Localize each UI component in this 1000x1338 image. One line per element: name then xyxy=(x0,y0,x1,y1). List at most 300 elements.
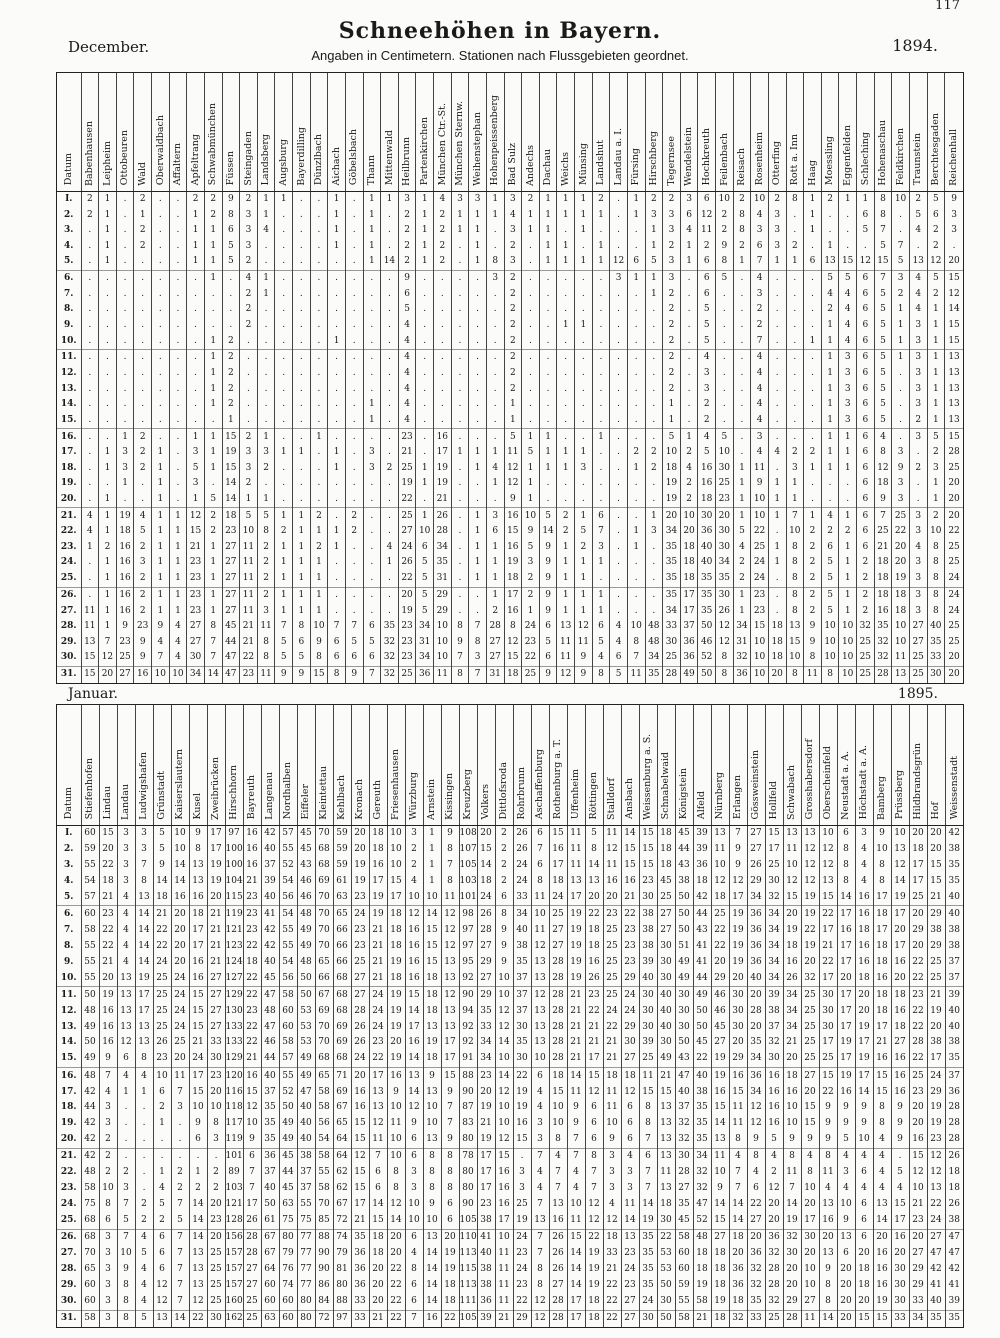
snow-depth-cell: . xyxy=(117,1100,135,1116)
snow-depth-cell: 12 xyxy=(927,1148,945,1165)
snow-depth-cell: 15 xyxy=(423,954,441,970)
snow-depth-cell: 7 xyxy=(469,666,487,683)
snow-depth-cell: 9 xyxy=(855,1116,873,1132)
snow-depth-cell: 2 xyxy=(804,524,822,540)
snow-depth-cell: 15 xyxy=(387,873,405,889)
snow-depth-cell: 35 xyxy=(747,1293,765,1310)
snow-depth-cell: 16 xyxy=(873,1051,891,1068)
snow-depth-cell: . xyxy=(416,270,434,286)
snow-depth-cell: 22 xyxy=(99,923,117,939)
snow-depth-cell: 1 xyxy=(416,461,434,477)
snow-depth-cell: 2 xyxy=(117,1165,135,1181)
snow-depth-cell: 1 xyxy=(204,603,222,619)
snow-depth-cell: 67 xyxy=(315,987,333,1004)
snow-depth-cell: 1 xyxy=(768,476,786,492)
snow-depth-cell: . xyxy=(557,333,575,349)
snow-depth-cell: 35 xyxy=(698,587,716,603)
snow-depth-cell: 55 xyxy=(675,1293,693,1310)
snow-depth-cell: 9 xyxy=(423,1068,441,1085)
snow-depth-cell: 3 xyxy=(592,540,610,556)
snow-depth-cell: . xyxy=(381,270,399,286)
snow-depth-cell: 13 xyxy=(567,873,585,889)
snow-depth-cell: . xyxy=(275,318,293,334)
snow-depth-cell: 24 xyxy=(189,1051,207,1068)
snow-depth-cell: 10 xyxy=(786,650,804,666)
date-cell: 21. xyxy=(57,1148,81,1165)
snow-depth-cell: 19 xyxy=(504,555,522,571)
snow-depth-cell: 9 xyxy=(504,492,522,508)
snow-depth-cell: 13 xyxy=(369,1100,387,1116)
snow-depth-cell: 8 xyxy=(716,666,734,683)
snow-depth-cell: . xyxy=(293,207,311,223)
snow-depth-cell: . xyxy=(275,287,293,303)
snow-depth-cell: 54 xyxy=(315,1132,333,1149)
snow-depth-cell: 3 xyxy=(99,1116,117,1132)
snow-depth-cell: 13 xyxy=(117,970,135,987)
snow-depth-cell: 1 xyxy=(539,461,557,477)
snow-depth-cell: 9 xyxy=(751,476,769,492)
snow-depth-cell: 25 xyxy=(716,476,734,492)
snow-depth-cell: 3 xyxy=(240,461,258,477)
snow-depth-cell: 5 xyxy=(585,825,603,842)
snow-depth-cell: 22 xyxy=(585,1003,603,1019)
snow-depth-cell: 35 xyxy=(639,1262,657,1278)
snow-depth-cell: 15 xyxy=(222,461,240,477)
snow-depth-cell: 15 xyxy=(351,1165,369,1181)
snow-depth-cell: . xyxy=(768,587,786,603)
snow-depth-cell: 1 xyxy=(204,381,222,397)
snow-depth-cell: 54 xyxy=(279,873,297,889)
snow-depth-cell: 10 xyxy=(169,666,187,683)
station-column-header xyxy=(171,705,189,825)
snow-depth-cell: 2 xyxy=(804,571,822,587)
snow-depth-cell: 3 xyxy=(99,1229,117,1246)
snow-depth-cell: 17 xyxy=(855,1035,873,1051)
table-row xyxy=(57,1003,963,1019)
snow-depth-cell: 9 xyxy=(423,1197,441,1213)
snow-depth-cell: 17 xyxy=(909,873,927,889)
snow-depth-cell: 6 xyxy=(857,287,875,303)
snow-depth-cell: . xyxy=(610,207,628,223)
snow-depth-cell: 4 xyxy=(837,1148,855,1165)
table-row xyxy=(57,842,963,858)
snow-depth-cell: 28 xyxy=(486,619,504,635)
snow-depth-cell: 97 xyxy=(333,1310,351,1327)
date-cell: 14. xyxy=(60,1037,77,1048)
snow-depth-cell: . xyxy=(610,587,628,603)
snow-depth-cell: 20 xyxy=(945,254,963,270)
snow-depth-cell: 92 xyxy=(459,1019,477,1035)
snow-depth-cell: . xyxy=(81,349,99,365)
snow-depth-cell: 15 xyxy=(819,889,837,906)
station-column-header xyxy=(765,705,783,825)
snow-depth-cell: 95 xyxy=(459,954,477,970)
snow-depth-cell: 44 xyxy=(675,842,693,858)
snow-depth-cell: 16 xyxy=(855,954,873,970)
snow-depth-cell: 3 xyxy=(610,270,628,286)
station-name: Landau a. I. xyxy=(612,128,624,186)
table-row xyxy=(57,1293,963,1310)
snow-depth-cell: . xyxy=(469,333,487,349)
snow-depth-cell: . xyxy=(486,223,504,239)
snow-depth-cell: 1 xyxy=(539,223,557,239)
snow-depth-cell: . xyxy=(204,318,222,334)
snow-depth-cell: 16 xyxy=(765,1116,783,1132)
snow-depth-cell: 12 xyxy=(187,508,205,524)
snow-depth-cell: 16 xyxy=(171,889,189,906)
snow-depth-cell: 14 xyxy=(729,1213,747,1230)
snow-depth-cell: . xyxy=(839,223,857,239)
snow-depth-cell: . xyxy=(293,318,311,334)
snow-depth-cell: 25 xyxy=(874,524,892,540)
station-column-header xyxy=(892,73,910,191)
snow-depth-cell: . xyxy=(81,287,99,303)
snow-depth-cell: . xyxy=(381,302,399,318)
snow-depth-cell: 41 xyxy=(693,938,711,954)
snow-depth-cell: 1 xyxy=(293,540,311,556)
snow-depth-cell: 62 xyxy=(333,1181,351,1197)
snow-depth-cell: 58 xyxy=(693,1293,711,1310)
snow-depth-cell: 44 xyxy=(222,634,240,650)
station-column-header xyxy=(945,73,963,191)
snow-depth-cell: 1 xyxy=(275,191,293,207)
snow-depth-cell: 34 xyxy=(765,923,783,939)
snow-depth-cell: 28 xyxy=(434,524,452,540)
snow-depth-cell: . xyxy=(539,333,557,349)
date-cell: 5. xyxy=(64,891,74,902)
snow-depth-cell: 2 xyxy=(768,191,786,207)
snow-depth-cell: 49 xyxy=(675,954,693,970)
snow-depth-cell: 1 xyxy=(328,445,346,461)
snow-depth-cell: 13 xyxy=(441,1003,459,1019)
snow-depth-cell: 33 xyxy=(891,1310,909,1327)
snow-depth-cell: 15 xyxy=(786,634,804,650)
snow-depth-cell: 19 xyxy=(567,970,585,987)
station-name: Ludwigshafen xyxy=(138,751,150,820)
snow-depth-cell: 8 xyxy=(874,191,892,207)
snow-depth-cell: . xyxy=(381,366,399,382)
snow-depth-cell: 16 xyxy=(621,873,639,889)
snow-depth-cell: 2 xyxy=(663,366,681,382)
snow-depth-cell: 15 xyxy=(585,1068,603,1085)
snow-depth-cell: 27 xyxy=(909,619,927,635)
snow-depth-cell: 92 xyxy=(459,1035,477,1051)
snow-depth-cell: 50 xyxy=(297,970,315,987)
snow-depth-cell: 28 xyxy=(549,1003,567,1019)
snow-depth-cell: 19 xyxy=(663,492,681,508)
snow-depth-cell: . xyxy=(204,287,222,303)
corner-page-mark: 117 xyxy=(935,0,960,13)
snow-depth-cell: . xyxy=(257,318,275,334)
snow-depth-cell: 14 xyxy=(423,1262,441,1278)
snow-depth-cell: 6 xyxy=(345,650,363,666)
snow-depth-cell: . xyxy=(434,333,452,349)
snow-depth-cell: 6 xyxy=(153,1084,171,1100)
snow-depth-cell: 11 xyxy=(804,666,822,683)
snow-depth-cell: 25 xyxy=(765,1310,783,1327)
snow-depth-cell: 24 xyxy=(549,889,567,906)
station-column-header xyxy=(398,73,416,191)
snow-depth-cell: 40 xyxy=(945,1003,963,1019)
snow-depth-cell: 10 xyxy=(387,858,405,874)
snow-depth-cell: . xyxy=(363,270,381,286)
snow-depth-cell: 18 xyxy=(711,1278,729,1294)
snow-depth-cell: 15 xyxy=(351,1181,369,1197)
snow-depth-cell: 11 xyxy=(729,1100,747,1116)
snow-depth-cell: 1 xyxy=(293,445,311,461)
snow-depth-cell: 97 xyxy=(459,923,477,939)
snow-depth-cell: 8 xyxy=(874,445,892,461)
snow-depth-cell: . xyxy=(381,238,399,254)
snow-depth-cell: 1 xyxy=(557,318,575,334)
snow-depth-cell: 1 xyxy=(363,397,381,413)
snow-depth-cell: 3 xyxy=(363,445,381,461)
snow-depth-cell: 20 xyxy=(783,1051,801,1068)
snow-depth-cell: 53 xyxy=(297,1003,315,1019)
snow-depth-cell: 10 xyxy=(819,825,837,842)
snow-depth-cell: . xyxy=(416,412,434,428)
snow-depth-cell: 68 xyxy=(81,1213,99,1230)
snow-depth-cell: 100 xyxy=(225,858,243,874)
snow-depth-cell: 3 xyxy=(513,1181,531,1197)
snow-depth-cell: 16 xyxy=(369,858,387,874)
snow-depth-cell: 12 xyxy=(783,873,801,889)
snow-depth-cell: 6 xyxy=(698,270,716,286)
date-cell: 2. xyxy=(64,209,74,220)
snow-depth-cell: 3 xyxy=(909,524,927,540)
snow-depth-cell: 75 xyxy=(297,1213,315,1230)
snow-depth-cell: . xyxy=(592,318,610,334)
snow-depth-cell: 21 xyxy=(873,1035,891,1051)
snow-depth-cell: 35 xyxy=(663,540,681,556)
snow-depth-cell: 17 xyxy=(567,889,585,906)
snow-depth-cell: 39 xyxy=(945,1293,963,1310)
snow-depth-cell: 55 xyxy=(279,1068,297,1085)
snow-depth-cell: 3 xyxy=(837,1165,855,1181)
snow-depth-cell: 1 xyxy=(486,571,504,587)
snow-depth-cell: 27 xyxy=(747,825,765,842)
snow-depth-cell: . xyxy=(733,270,751,286)
snow-depth-cell: . xyxy=(328,412,346,428)
snow-depth-cell: 31 xyxy=(416,634,434,650)
snow-depth-cell: 42 xyxy=(261,938,279,954)
snow-depth-cell: 18 xyxy=(657,842,675,858)
snow-depth-cell: 2 xyxy=(804,587,822,603)
snow-depth-cell: 60 xyxy=(81,825,99,842)
station-name: Rothenburg a. T. xyxy=(552,739,564,820)
snow-depth-cell: 22 xyxy=(819,954,837,970)
snow-depth-cell: 11 xyxy=(434,666,452,683)
snow-depth-cell: . xyxy=(451,318,469,334)
date-cell: 23. xyxy=(60,541,77,552)
snow-depth-cell: 18 xyxy=(891,1019,909,1035)
snow-depth-cell: 17 xyxy=(837,1019,855,1035)
snow-depth-cell: . xyxy=(416,302,434,318)
snow-depth-cell: 77 xyxy=(297,1262,315,1278)
snow-depth-cell: 39 xyxy=(693,842,711,858)
snow-depth-cell: 50 xyxy=(675,889,693,906)
station-column-header xyxy=(279,705,297,825)
snow-depth-cell: 20 xyxy=(716,508,734,524)
snow-depth-cell: . xyxy=(592,366,610,382)
snow-depth-cell: 16 xyxy=(837,1084,855,1100)
snow-depth-cell: 19 xyxy=(513,1100,531,1116)
snow-depth-cell: 22 xyxy=(522,650,540,666)
snow-depth-cell: . xyxy=(99,333,117,349)
snow-depth-cell: . xyxy=(557,429,575,445)
station-column-header xyxy=(663,73,681,191)
snow-depth-cell: 6 xyxy=(495,889,513,906)
station-column-header xyxy=(99,73,117,191)
snow-depth-cell: 1 xyxy=(134,207,152,223)
snow-depth-cell: 1 xyxy=(469,254,487,270)
snow-depth-cell: 4 xyxy=(855,842,873,858)
snow-depth-cell: 4 xyxy=(135,1068,153,1085)
snow-depth-cell: 44 xyxy=(693,906,711,923)
snow-depth-cell: 32 xyxy=(783,1229,801,1246)
snow-depth-cell: 58 xyxy=(315,1100,333,1116)
snow-depth-cell: 5 xyxy=(222,254,240,270)
snow-depth-cell: . xyxy=(486,429,504,445)
snow-depth-cell: 7 xyxy=(567,1148,585,1165)
snow-depth-cell: 90 xyxy=(315,1246,333,1262)
snow-depth-cell: 33 xyxy=(747,1310,765,1327)
snow-depth-cell: . xyxy=(345,366,363,382)
snow-depth-cell: 18 xyxy=(657,858,675,874)
snow-depth-cell: . xyxy=(627,476,645,492)
snow-depth-cell: 1 xyxy=(187,254,205,270)
snow-depth-cell: 1 xyxy=(363,238,381,254)
snow-depth-cell: . xyxy=(293,287,311,303)
snow-depth-cell: 24 xyxy=(513,873,531,889)
snow-depth-cell: 50 xyxy=(693,1003,711,1019)
snow-depth-cell: 35 xyxy=(663,555,681,571)
snow-depth-cell: 25 xyxy=(945,555,963,571)
snow-depth-cell: 5 xyxy=(592,634,610,650)
snow-depth-cell: 1 xyxy=(423,873,441,889)
snow-depth-cell: 8 xyxy=(423,1148,441,1165)
snow-depth-cell: 12 xyxy=(698,207,716,223)
snow-depth-cell: 16 xyxy=(495,1181,513,1197)
snow-depth-cell: 12 xyxy=(819,858,837,874)
snow-depth-cell: 24 xyxy=(351,906,369,923)
snow-depth-cell: 52 xyxy=(279,858,297,874)
snow-depth-cell: 1 xyxy=(627,461,645,477)
snow-depth-cell: . xyxy=(716,302,734,318)
snow-depth-cell: 11 xyxy=(495,1278,513,1294)
snow-depth-cell: 8 xyxy=(531,1278,549,1294)
snow-depth-cell: 72 xyxy=(333,1213,351,1230)
snow-depth-cell: . xyxy=(486,333,504,349)
snow-depth-cell: . xyxy=(134,318,152,334)
snow-depth-cell: . xyxy=(363,603,381,619)
station-name: Berchtesgaden xyxy=(930,113,942,186)
snow-depth-cell: 10 xyxy=(310,619,328,635)
snow-depth-cell: . xyxy=(416,333,434,349)
snow-depth-cell: 16 xyxy=(874,603,892,619)
table-row xyxy=(57,555,963,571)
snow-depth-cell: 26 xyxy=(513,825,531,842)
snow-depth-cell: 1 xyxy=(99,555,117,571)
snow-depth-cell: . xyxy=(768,461,786,477)
snow-depth-cell: 29 xyxy=(621,970,639,987)
snow-depth-cell: 4 xyxy=(909,540,927,556)
snow-depth-cell: . xyxy=(945,238,963,254)
snow-depth-cell: 1 xyxy=(839,461,857,477)
snow-depth-cell: . xyxy=(592,381,610,397)
snow-depth-cell: 11 xyxy=(729,1116,747,1132)
snow-depth-cell: 25 xyxy=(819,1051,837,1068)
snow-depth-cell: 10 xyxy=(117,1246,135,1262)
snow-depth-cell: . xyxy=(117,1116,135,1132)
date-cell: 9. xyxy=(64,319,74,330)
snow-depth-cell: 17 xyxy=(549,858,567,874)
snow-depth-cell: 20 xyxy=(398,587,416,603)
snow-depth-cell: . xyxy=(310,191,328,207)
snow-depth-cell: 23 xyxy=(351,923,369,939)
snow-depth-cell: 120 xyxy=(225,1068,243,1085)
date-cell: 24. xyxy=(60,1199,77,1210)
snow-depth-cell: 28 xyxy=(874,666,892,683)
snow-depth-cell: 68 xyxy=(333,970,351,987)
snow-depth-cell: 3 xyxy=(645,524,663,540)
snow-depth-cell: 27 xyxy=(207,1019,225,1035)
snow-depth-cell: . xyxy=(522,349,540,365)
station-column-header xyxy=(405,705,423,825)
snow-depth-cell: 27 xyxy=(477,970,495,987)
snow-depth-cell: . xyxy=(153,1132,171,1149)
snow-depth-cell: 1 xyxy=(522,207,540,223)
snow-depth-cell: 36 xyxy=(729,1278,747,1294)
snow-depth-cell: . xyxy=(821,492,839,508)
date-cell: 25. xyxy=(60,1215,77,1226)
snow-depth-cell: 19 xyxy=(567,906,585,923)
snow-depth-cell: 10 xyxy=(751,666,769,683)
snow-depth-cell: 24 xyxy=(603,1003,621,1019)
snow-depth-cell: . xyxy=(804,318,822,334)
snow-depth-cell: 3 xyxy=(99,1310,117,1327)
snow-depth-cell: 60 xyxy=(675,1262,693,1278)
snow-depth-cell: 25 xyxy=(945,634,963,650)
snow-depth-cell: 30 xyxy=(657,954,675,970)
snow-depth-cell: 24 xyxy=(945,587,963,603)
snow-depth-cell: 2 xyxy=(240,429,258,445)
snow-depth-cell: 24 xyxy=(513,1262,531,1278)
snow-depth-cell: . xyxy=(293,270,311,286)
station-name: Landsberg xyxy=(260,134,272,186)
snow-depth-cell: 1 xyxy=(839,191,857,207)
snow-depth-cell: 4 xyxy=(839,318,857,334)
snow-depth-cell: 16 xyxy=(855,906,873,923)
table-row xyxy=(57,191,963,207)
snow-depth-cell: 36 xyxy=(747,954,765,970)
snow-depth-cell: . xyxy=(134,287,152,303)
snow-depth-cell: 21 xyxy=(693,1310,711,1327)
snow-depth-cell: 20 xyxy=(873,1229,891,1246)
snow-depth-cell: 10 xyxy=(423,1100,441,1116)
snow-depth-cell: 6 xyxy=(531,858,549,874)
station-column-header xyxy=(837,705,855,825)
snow-depth-cell: . xyxy=(909,238,927,254)
snow-depth-cell: . xyxy=(257,397,275,413)
snow-depth-cell: 5 xyxy=(874,333,892,349)
snow-depth-cell: 133 xyxy=(225,1035,243,1051)
snow-depth-cell: 2 xyxy=(222,397,240,413)
snow-depth-cell: 34 xyxy=(765,938,783,954)
snow-depth-cell: 8 xyxy=(405,1262,423,1278)
snow-depth-cell: . xyxy=(99,270,117,286)
snow-depth-cell: 15 xyxy=(909,1148,927,1165)
